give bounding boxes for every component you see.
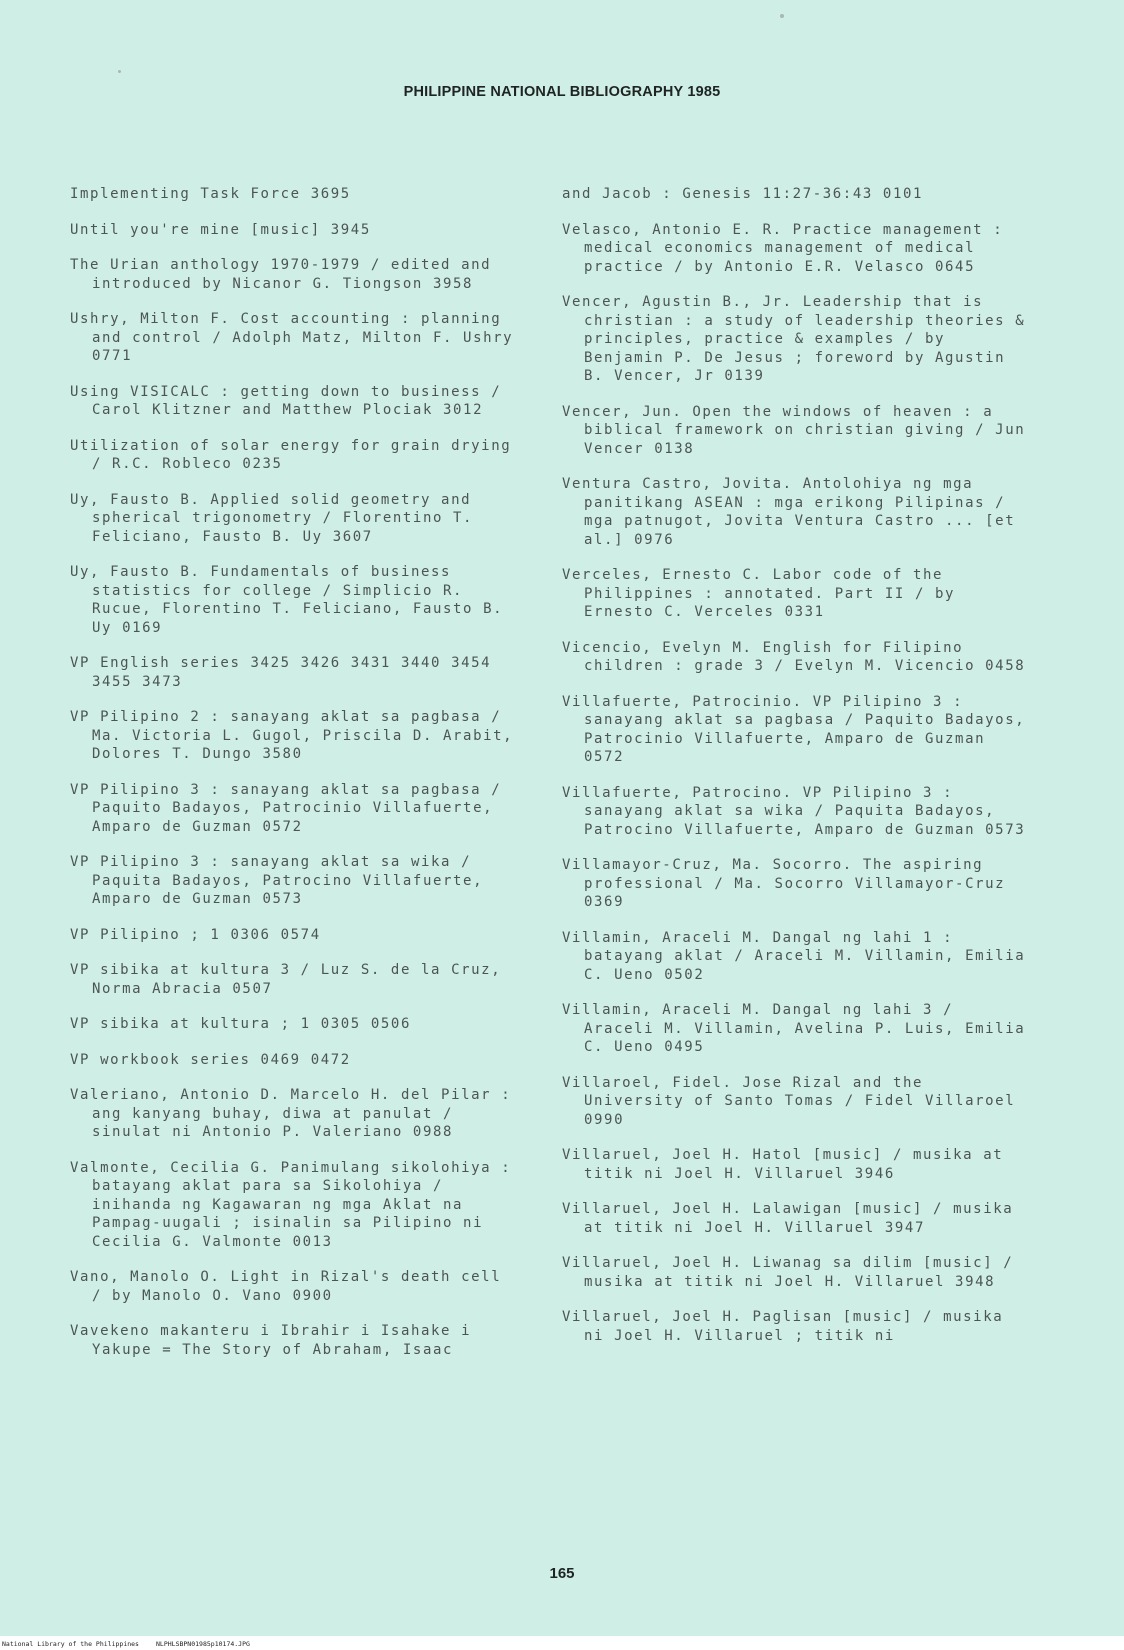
list-item: Velasco, Antonio E. R. Practice management : medical economics management of medical practice / by Antonio E.R. Velasco 0645 <box>562 221 1004 275</box>
list-item: Villaroel, Fidel. Jose Rizal and the University of Santo Tomas / Fidel Villaroel 0990 <box>562 1074 1016 1128</box>
list-item: Vencer, Jun. Open the windows of heaven : a biblical framework on christian giving / Jun Vencer 0138 <box>562 403 1026 457</box>
list-item: VP Pilipino 3 : sanayang aklat sa wika / Paquita Badayos, Patrocino Villafuerte, Amparo de Guzman 0573 <box>70 854 484 907</box>
list-item: and Jacob : Genesis 11:27-36:43 0101 <box>562 186 924 202</box>
page-number: 165 <box>549 1565 575 1582</box>
list-item: Vavekeno makanteru i Ibrahir i Isahake i Yakupe = The Story of Abraham, Isaac <box>70 1323 472 1358</box>
paper-speck <box>118 70 121 73</box>
list-item: Villamin, Araceli M. Dangal ng lahi 1 : batayang aklat / Araceli M. Villamin, Emilia C. Ueno 0502 <box>562 929 1026 983</box>
list-item: Until you're mine [music] 3945 <box>70 221 371 238</box>
left-column <box>70 185 520 1376</box>
list-item: Ushry, Milton F. Cost accounting : planning and control / Adolph Matz, Milton F. Ushry 0771 <box>70 311 514 364</box>
right-column <box>562 185 1032 1362</box>
list-item: VP English series 3425 3426 3431 3440 3454 3455 3473 <box>70 655 492 690</box>
list-item: Vicencio, Evelyn M. English for Filipino children : grade 3 / Evelyn M. Vicencio 0458 <box>562 639 1026 674</box>
list-item: VP Pilipino ; 1 0306 0574 <box>70 926 321 943</box>
page-title: PHILIPPINE NATIONAL BIBLIOGRAPHY 1985 <box>403 84 721 100</box>
list-item: Villafuerte, Patrocinio. VP Pilipino 3 : sanayang aklat sa pagbasa / Paquito Badayos, Patrocinio Villafuerte, Amparo de Guzman 0572 <box>562 693 1026 765</box>
list-item: Valmonte, Cecilia G. Panimulang sikolohiya : batayang aklat para sa Sikolohiya / inihanda ng Kagawaran ng mga Aklat na Pampag-uugali ; isinalin sa Pilipino ni Cecilia G. Valmonte 0013 <box>70 1159 512 1250</box>
list-item: Implementing Task Force 3695 <box>70 186 351 202</box>
list-item: Vano, Manolo O. Light in Rizal's death cell / by Manolo O. Vano 0900 <box>70 1269 502 1304</box>
list-item: Uy, Fausto B. Fundamentals of business statistics for college / Simplicio R. Rucue, Florentino T. Feliciano, Fausto B. Uy 0169 <box>70 564 504 636</box>
list-item: Valeriano, Antonio D. Marcelo H. del Pilar : ang kanyang buhay, diwa at panulat / sinulat ni Antonio P. Valeriano 0988 <box>70 1087 512 1140</box>
footer-file-code: NLPHLSBPN01985p10174.JPG <box>156 1640 250 1648</box>
list-item: Villamayor-Cruz, Ma. Socorro. The aspiring professional / Ma. Socorro Villamayor-Cruz 0369 <box>562 857 1006 910</box>
list-item: Villamin, Araceli M. Dangal ng lahi 3 / Araceli M. Villamin, Avelina P. Luis, Emilia C. Ueno 0495 <box>562 1002 1026 1055</box>
list-item: Utilization of solar energy for grain drying / R.C. Robleco 0235 <box>70 437 512 472</box>
list-item: VP Pilipino 3 : sanayang aklat sa pagbasa / Paquito Badayos, Patrocinio Villafuerte, Amparo de Guzman 0572 <box>70 781 502 835</box>
list-item: VP Pilipino 2 : sanayang aklat sa pagbasa / Ma. Victoria L. Gugol, Priscila D. Arabit, Dolores T. Dungo 3580 <box>70 709 514 762</box>
list-item: VP sibika at kultura ; 1 0305 0506 <box>70 1016 411 1032</box>
list-item: Villaruel, Joel H. Paglisan [music] / musika ni Joel H. Villaruel ; titik ni <box>562 1309 1004 1344</box>
list-item: Villaruel, Joel H. Hatol [music] / musika at titik ni Joel H. Villaruel 3946 <box>562 1147 1004 1182</box>
list-item: Verceles, Ernesto C. Labor code of the Philippines : annotated. Part II / by Ernesto C. Verceles 0331 <box>562 567 956 620</box>
list-item: Villaruel, Joel H. Lalawigan [music] / musika at titik ni Joel H. Villaruel 3947 <box>562 1201 1014 1236</box>
footer-source: National Library of the Philippines <box>2 1640 139 1648</box>
list-item: VP workbook series 0469 0472 <box>70 1051 351 1068</box>
list-item: Vencer, Agustin B., Jr. Leadership that is christian : a study of leadership theories & principles, practice & examples / by Benjamin P. De Jesus ; foreword by Agustin B. Vencer, Jr 0139 <box>562 294 1026 384</box>
list-item: VP sibika at kultura 3 / Luz S. de la Cruz, Norma Abracia 0507 <box>70 962 502 997</box>
list-item: Villafuerte, Patrocino. VP Pilipino 3 : sanayang aklat sa wika / Paquita Badayos, Patrocino Villafuerte, Amparo de Guzman 0573 <box>562 784 1026 838</box>
list-item: Using VISICALC : getting down to business / Carol Klitzner and Matthew Plociak 3012 <box>70 383 502 418</box>
list-item: Uy, Fausto B. Applied solid geometry and spherical trigonometry / Florentino T. Feliciano, Fausto B. Uy 3607 <box>70 491 474 545</box>
paper-speck <box>780 14 784 18</box>
list-item: Villaruel, Joel H. Liwanag sa dilim [music] / musika at titik ni Joel H. Villaruel 3948 <box>562 1255 1014 1290</box>
footer-strip <box>0 1636 1124 1650</box>
list-item: Ventura Castro, Jovita. Antolohiya ng mga panitikang ASEAN : mga erikong Pilipinas / mga patnugot, Jovita Ventura Castro ... [et al.] 0976 <box>562 476 1016 548</box>
list-item: The Urian anthology 1970-1979 / edited and introduced by Nicanor G. Tiongson 3958 <box>70 257 492 292</box>
